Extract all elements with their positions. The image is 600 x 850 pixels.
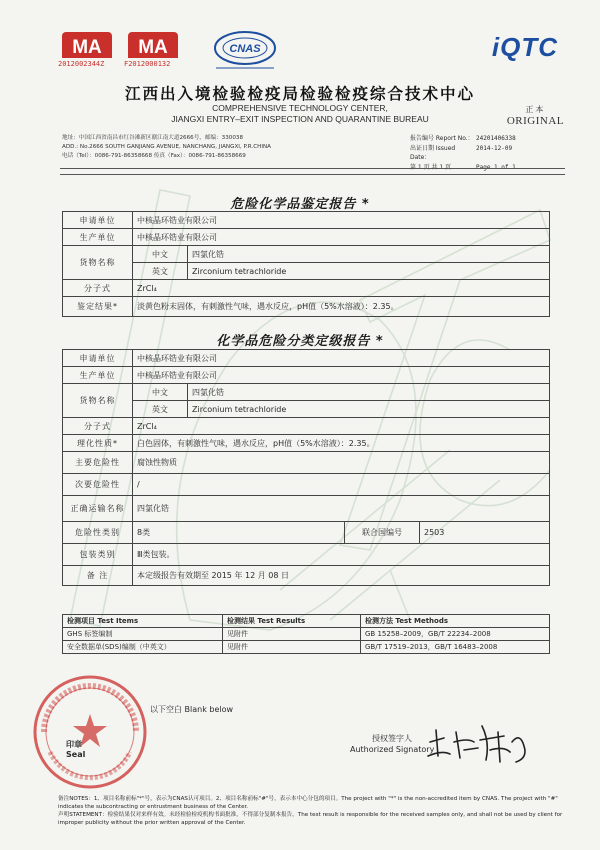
seal-label-en: Seal — [66, 750, 86, 759]
table-row — [63, 628, 550, 641]
signatory-label-en: Authorized Signatory — [350, 745, 435, 754]
table-row — [63, 641, 550, 654]
seal-label-cn: 印章 — [66, 740, 82, 749]
table-row — [63, 297, 550, 317]
cn-label: 中文 — [133, 246, 188, 263]
cn-label: 中文 — [133, 384, 188, 401]
test-method: GB 15258–2009，GB/T 22234–2008 — [361, 628, 550, 641]
name-label: 货物名称 — [63, 246, 133, 280]
identification-table — [62, 211, 550, 317]
shipping-name-value: 四氯化锆 — [133, 496, 550, 522]
page-count: Page 1 of 1 — [476, 163, 516, 171]
blank-below: 以下空白 Blank below — [150, 705, 234, 714]
result-label: 鉴定结果* — [63, 297, 133, 317]
classification-table — [62, 349, 550, 586]
producer-value: 中核晶环锆业有限公司 — [133, 229, 550, 246]
address-line-2: ADD.: No.2666 SOUTH GANJIANG AVENUE, NANCHANG, JIANGXI, P.R.CHINA — [62, 144, 272, 150]
ma-logo-text-2: MA — [138, 37, 168, 58]
name-label: 货物名称 — [63, 384, 133, 418]
table-row — [63, 401, 550, 418]
divider — [60, 174, 565, 175]
formula-value: ZrCl₄ — [133, 280, 550, 297]
table-row — [63, 435, 550, 452]
page-label: 第 1 页 共 1 页 — [410, 163, 452, 171]
cnas-logo — [210, 28, 280, 76]
notes-line: 备注NOTES：1、项目名称前标"*"号，表示为CNAS认可项目。2、项目名称前标"#"号，表示本中心分包的项目。The project with "*" is the non-accredited item by CNAS. The project with "#" indicates the subcontracting or entrustment business of the Center. — [58, 796, 558, 810]
cn-name: 四氯化锆 — [188, 384, 550, 401]
table-row — [63, 418, 550, 435]
en-name: Zirconium tetrachloride — [188, 263, 550, 280]
un-label: 联合国编号 — [345, 522, 420, 544]
hazard-class-value: 8类 — [133, 522, 345, 544]
table-row — [63, 229, 550, 246]
physchem-label: 理化性质* — [63, 435, 133, 452]
section-title-classification: 化学品危险分类定级报告 * — [216, 334, 384, 349]
col-methods: 检测方法 Test Methods — [361, 615, 550, 628]
iqtc-logo: iQTC — [491, 32, 558, 62]
packing-value: Ⅲ类包装。 — [133, 544, 550, 566]
original-cn: 正本 — [525, 105, 546, 114]
un-number: 2503 — [420, 522, 550, 544]
formula-value: ZrCl₄ — [133, 418, 550, 435]
applicant-label: 申请单位 — [63, 350, 133, 367]
seal-label — [66, 740, 85, 760]
notes-block — [58, 795, 568, 827]
en-name: Zirconium tetrachloride — [188, 401, 550, 418]
secondary-hazard-value: / — [133, 474, 550, 496]
table-row — [63, 367, 550, 384]
col-results: 检测结果 Test Results — [223, 615, 361, 628]
header-logos — [58, 26, 558, 76]
report-meta — [410, 134, 570, 172]
center-title-cn: 江西出入境检验检疫局检验检疫综合技术中心 — [124, 85, 475, 103]
table-row — [63, 522, 550, 544]
table-row — [63, 496, 550, 522]
formula-label: 分子式 — [63, 418, 133, 435]
remark-value: 本定级报告有效期至 2015 年 12 月 08 日 — [133, 566, 550, 586]
table-row — [63, 384, 550, 401]
hazard-class-label: 危险性类别 — [63, 522, 133, 544]
original-stamp — [507, 104, 564, 127]
en-label: 英文 — [133, 401, 188, 418]
cnas-label: CNAS — [229, 43, 261, 55]
ma-logo-2 — [124, 30, 182, 60]
test-item: GHS 标签编制 — [63, 628, 223, 641]
section-title-identification: 危险化学品鉴定报告 * — [230, 197, 370, 212]
table-row — [63, 263, 550, 280]
address-block — [62, 134, 382, 161]
statement-line: 声明STATEMENT：检验结果仅对来样有效。未经检验检疫机构书面批准，不得部分复制本报告。The test result is responsible for the received samples only, and shall not be used by client for improper publicity without the prior written approval of the Center. — [58, 812, 563, 826]
secondary-hazard-label: 次要危险性 — [63, 474, 133, 496]
applicant-label: 申请单位 — [63, 212, 133, 229]
center-title-en-2: JIANGXI ENTRY–EXIT INSPECTION AND QUARANTINE BUREAU — [171, 114, 429, 124]
table-row — [63, 452, 550, 474]
formula-label: 分子式 — [63, 280, 133, 297]
issued-date: 2014-12-09 — [476, 144, 513, 152]
table-row — [63, 212, 550, 229]
en-label: 英文 — [133, 263, 188, 280]
table-header-row — [63, 615, 550, 628]
remark-label: 备 注 — [63, 566, 133, 586]
producer-label: 生产单位 — [63, 367, 133, 384]
main-hazard-label: 主要危险性 — [63, 452, 133, 474]
ma-logo-1 — [58, 30, 116, 60]
test-item: 安全数据单(SDS)编制（中英文） — [63, 641, 223, 654]
packing-label: 包装类别 — [63, 544, 133, 566]
table-row — [63, 544, 550, 566]
handwritten-signature — [420, 712, 540, 770]
address-line-1: 地址：中国江西省南昌市红谷滩新区赣江南大道2666号，邮编：330038 — [62, 135, 244, 141]
ma-logo-text: MA — [72, 37, 102, 58]
table-row — [63, 350, 550, 367]
main-hazard-value: 腐蚀性物质 — [133, 452, 550, 474]
table-row — [63, 474, 550, 496]
signatory-label-cn: 授权签字人 — [372, 734, 412, 743]
col-items: 检测项目 Test Items — [63, 615, 223, 628]
test-result: 见附件 — [223, 641, 361, 654]
result-value: 淡黄色粉末固体，有刺激性气味，遇水反应，pH值（5%水溶液）：2.35。 — [133, 297, 550, 317]
issued-label: 出证日期 Issued Date： — [410, 144, 456, 161]
shipping-name-label: 正确运输名称 — [63, 496, 133, 522]
ma-number-2: F2012000132 — [124, 60, 171, 68]
original-en: ORIGINAL — [506, 115, 564, 127]
producer-label: 生产单位 — [63, 229, 133, 246]
applicant-value: 中核晶环锆业有限公司 — [133, 350, 550, 367]
table-row — [63, 566, 550, 586]
ma-number-1: 2012002344Z — [58, 60, 105, 68]
address-line-3: 电话（Tel）：0086-791-86358668 传真（Fax）：0086-791-86358669 — [62, 153, 246, 159]
table-row — [63, 246, 550, 263]
producer-value: 中核晶环锆业有限公司 — [133, 367, 550, 384]
test-items-table — [62, 614, 550, 654]
table-row — [63, 280, 550, 297]
center-title-en-1: COMPREHENSIVE TECHNOLOGY CENTER, — [212, 103, 388, 113]
test-result: 见附件 — [223, 628, 361, 641]
report-no-label: 报告编号 Report No.： — [410, 135, 474, 142]
physchem-value: 白色固体，有刺激性气味，遇水反应，pH值（5%水溶液）：2.35。 — [133, 435, 550, 452]
official-seal — [30, 672, 150, 792]
applicant-value: 中核晶环锆业有限公司 — [133, 212, 550, 229]
divider — [60, 168, 565, 169]
cn-name: 四氯化锆 — [188, 246, 550, 263]
test-method: GB/T 17519–2013，GB/T 16483–2008 — [361, 641, 550, 654]
report-no: 24201406338 — [476, 135, 516, 142]
